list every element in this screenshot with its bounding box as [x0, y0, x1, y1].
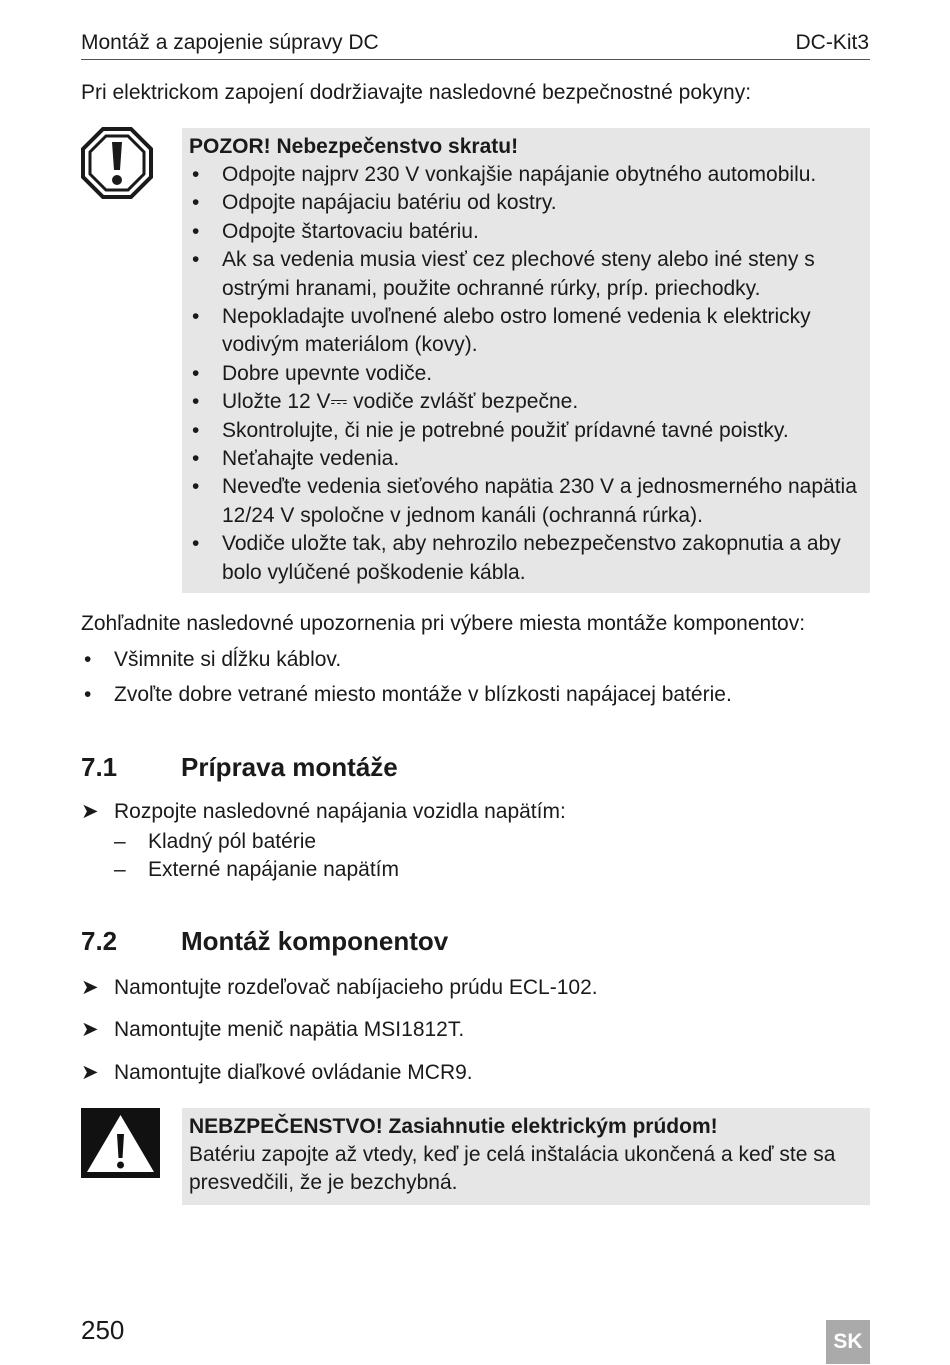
- list-item: • Odpojte štartovaciu batériu.: [189, 218, 862, 246]
- list-item: • Neťahajte vedenia.: [189, 445, 862, 473]
- bullet-icon: [192, 388, 199, 416]
- bullet-icon: [192, 417, 199, 445]
- list-item: • Dobre upevnte vodiče.: [189, 360, 862, 388]
- list-item: • Skontrolujte, či nie je potrebné použiť prídavné tavné poistky.: [189, 417, 862, 445]
- list-item: • Vodiče uložte tak, aby nehrozilo nebezpečenstvo zakopnutia a aby bolo vylúčené poškodenie kábla.: [189, 530, 862, 587]
- arrow-right-icon: [81, 1017, 99, 1043]
- list-item: • Odpojte napájaciu batériu od kostry.: [189, 189, 862, 217]
- section-heading-7-2: 7.2 Montáž komponentov: [81, 926, 449, 956]
- caution-icon: [81, 127, 153, 199]
- arrow-right-icon: [81, 975, 99, 1001]
- bullet-icon: [192, 218, 199, 246]
- bullet-icon: [192, 161, 199, 189]
- list-item: – Kladný pól batérie: [114, 828, 316, 856]
- bullet-icon: [192, 530, 199, 558]
- warning-icon: [81, 1108, 160, 1178]
- mounting-note: Zohľadnite nasledovné upozornenia pri výbere miesta montáže komponentov:: [81, 612, 806, 635]
- page-number: 250: [81, 1315, 125, 1345]
- header-title: Montáž a zapojenie súpravy DC: [81, 31, 379, 54]
- dash-icon: [114, 828, 126, 856]
- arrow-right-icon: [81, 799, 99, 825]
- danger-title: NEBZPEČENSTVO! Zasiahnutie elektrickým prúdom!: [189, 1115, 718, 1138]
- bullet-icon: [84, 682, 91, 708]
- instruction-step: ➤ Namontujte rozdeľovač nabíjacieho prúdu ECL-102.: [81, 975, 598, 1001]
- caution-box: [182, 128, 870, 593]
- list-item: • Nepokladajte uvoľnené alebo ostro lomené vedenia k elektricky vodivým materiálom (kovy).: [189, 303, 862, 360]
- caution-list: [189, 161, 862, 587]
- section-heading-7-1: 7.1 Príprava montáže: [81, 752, 398, 782]
- list-item: • Neveďte vedenia sieťového napätia 230 V a jednosmerného napätia 12/24 V spoločne v jednom kanáli (ochranná rúrka).: [189, 473, 862, 530]
- bullet-icon: [192, 189, 199, 217]
- dash-icon: [114, 856, 126, 884]
- bullet-icon: [192, 473, 199, 501]
- bullet-icon: [192, 246, 199, 274]
- list-item: • Všimnite si dĺžku káblov.: [81, 647, 341, 673]
- list-item: • Uložte 12 V⎓ vodiče zvlášť bezpečne.: [189, 388, 862, 416]
- list-item: – Externé napájanie napätím: [114, 856, 399, 884]
- bullet-icon: [192, 360, 199, 388]
- bullet-icon: [192, 445, 199, 473]
- danger-body: Batériu zapojte až vtedy, keď je celá inštalácia ukončená a keď ste sa presvedčili, že je bezchybná.: [189, 1143, 836, 1194]
- header-divider: [81, 59, 870, 60]
- bullet-icon: [192, 303, 199, 331]
- caution-title: POZOR! Nebezpečenstvo skratu!: [189, 135, 519, 158]
- instruction-step: ➤ Rozpojte nasledovné napájania vozidla napätím:: [81, 799, 566, 825]
- header-product: DC-Kit3: [795, 31, 869, 54]
- list-item: • Zvoľte dobre vetrané miesto montáže v blízkosti napájacej batérie.: [81, 682, 732, 708]
- instruction-step: ➤ Namontujte diaľkové ovládanie MCR9.: [81, 1060, 473, 1086]
- intro-text: Pri elektrickom zapojení dodržiavajte nasledovné bezpečnostné pokyny:: [81, 81, 752, 104]
- arrow-right-icon: [81, 1060, 99, 1086]
- instruction-step: ➤ Namontujte menič napätia MSI1812T.: [81, 1017, 464, 1043]
- bullet-icon: [84, 647, 91, 673]
- language-badge: SK: [826, 1320, 870, 1364]
- danger-box: [182, 1108, 870, 1205]
- list-item: • Ak sa vedenia musia viesť cez plechové steny alebo iné steny s ostrými hranami, použite ochranné rúrky, príp. priechodky.: [189, 246, 862, 303]
- list-item: • Odpojte najprv 230 V vonkajšie napájanie obytného automobilu.: [189, 161, 862, 189]
